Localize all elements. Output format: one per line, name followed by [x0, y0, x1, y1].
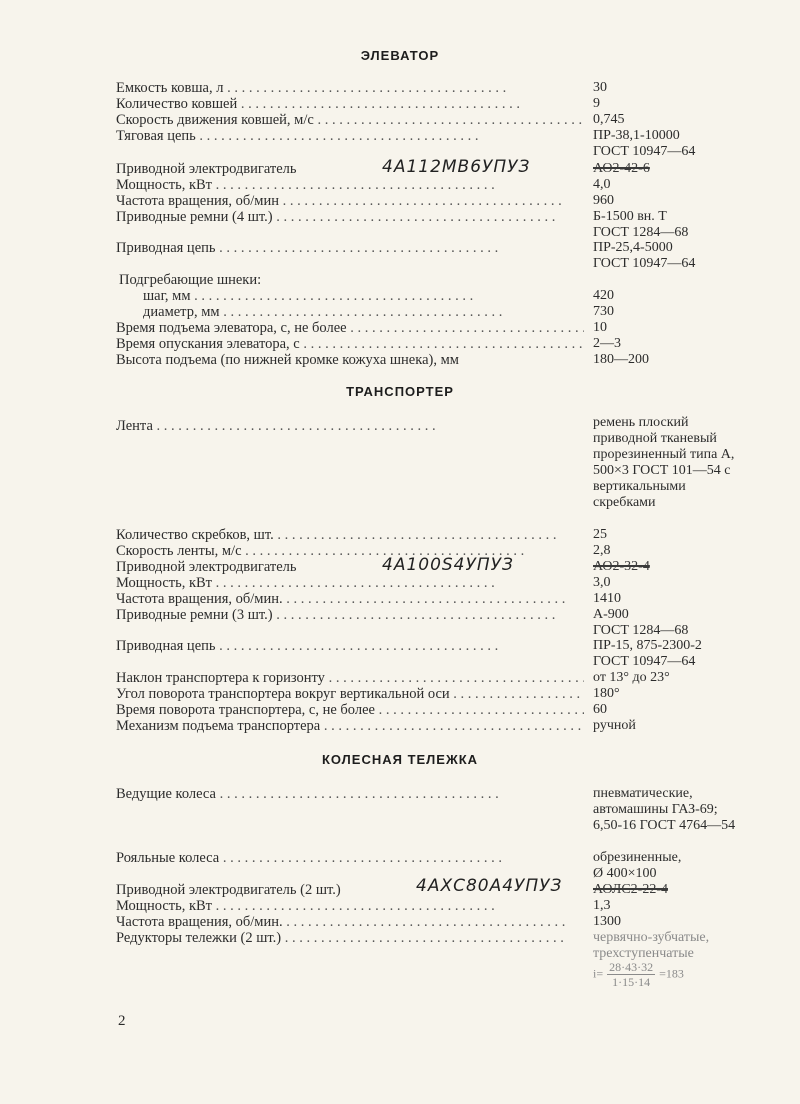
spec-row [0, 786, 800, 833]
spec-value: 960 [593, 193, 614, 208]
spec-label: Наклон транспортера к горизонту . . [116, 670, 584, 687]
spec-value: Б-1500 вн. Т [593, 209, 667, 224]
section-title-elevator: ЭЛЕВАТОР [360, 48, 440, 63]
handwritten-note: 4А112МВ6УПУЗ [382, 157, 531, 177]
spec-row [0, 240, 800, 257]
spec-label: Скорость движения ковшей, м/с . . [116, 112, 584, 129]
spec-row [0, 930, 800, 947]
spec-row [0, 607, 800, 624]
spec-label: диаметр, мм . . [143, 304, 584, 321]
spec-row [0, 702, 800, 719]
spec-label: шаг, мм . . [143, 288, 584, 305]
spec-label: Рояльные колеса . . [116, 850, 584, 867]
spec-value: 2,8 [593, 543, 611, 558]
spec-label: Частота вращения, об/мин. . . [116, 914, 584, 931]
spec-label: Ведущие колеса . . [116, 786, 584, 803]
handwritten-note: 4А100S4УПУЗ [382, 555, 514, 575]
spec-row [0, 850, 800, 867]
spec-label: Время подъема элеватора, с, не более . . [116, 320, 584, 337]
spec-row [0, 898, 800, 915]
spec-value: 30 [593, 80, 607, 95]
spec-row [0, 591, 800, 608]
section-title-wheel-cart: КОЛЕСНАЯ ТЕЛЕЖКА [321, 752, 479, 767]
spec-row [0, 256, 800, 273]
spec-label: Подгребающие шнеки: [119, 272, 262, 288]
spec-value: 1300 [593, 914, 621, 929]
spec-label: Частота вращения, об/мин. . . [116, 591, 584, 608]
spec-value: Ø 400×100 [593, 866, 657, 881]
spec-value: ГОСТ 10947—64 [593, 256, 696, 271]
spec-row [0, 128, 800, 145]
spec-label: Приводной электродвигатель [116, 559, 297, 575]
spec-value: ПР-25,4-5000 [593, 240, 673, 255]
spec-value: ремень плоский приводной тканевый прорезиненный типа А, 500×3 ГОСТ 101—54 с вертикальными скребками [593, 415, 735, 510]
spec-label: Частота вращения, об/мин . . [116, 193, 584, 210]
spec-label: Количество ковшей . . [116, 96, 584, 113]
ratio-result: =183 [659, 966, 684, 981]
spec-value: ГОСТ 1284—68 [593, 225, 689, 240]
spec-value: А-900 [593, 607, 629, 622]
spec-value: ГОСТ 10947—64 [593, 654, 696, 669]
spec-label: Высота подъема (по нижней кромке кожуха шнека), мм [116, 352, 459, 368]
spec-label: Приводная цепь . . [116, 638, 584, 655]
spec-value: 60 [593, 702, 607, 717]
spec-value: червячно-зубчатые, [593, 930, 710, 945]
spec-row [0, 876, 800, 899]
spec-row [0, 112, 800, 129]
spec-value: 180° [593, 686, 620, 701]
spec-value: 2—3 [593, 336, 621, 351]
spec-row [0, 209, 800, 226]
spec-row [0, 866, 800, 883]
spec-label: Мощность, кВт . . [116, 898, 584, 915]
spec-value: 4,0 [593, 177, 611, 192]
spec-label: Мощность, кВт . . [116, 575, 584, 592]
spec-row [0, 304, 800, 321]
spec-row [0, 193, 800, 210]
spec-value-struck: АО2-32-4 [593, 559, 650, 574]
spec-row [0, 177, 800, 194]
spec-value-struck: АО2-42-6 [593, 161, 650, 176]
spec-row [0, 80, 800, 97]
spec-value: 1410 [593, 591, 621, 606]
spec-value: ПР-38,1-10000 [593, 128, 680, 143]
ratio-symbol: i= [593, 966, 604, 981]
spec-value: 730 [593, 304, 614, 319]
ratio-numerator: 28·43·32 [609, 960, 654, 974]
spec-label: Угол поворота транспортера вокруг вертикальной оси . . [116, 686, 584, 703]
handwritten-note: 4АХС80А4УПУЗ [416, 876, 563, 896]
spec-row [0, 157, 800, 178]
spec-label: Время опускания элеватора, с . . [116, 336, 584, 353]
spec-value-struck: АОЛС2-22-4 [593, 882, 668, 897]
ratio-fraction [607, 960, 655, 989]
spec-label: Приводная цепь . . [116, 240, 584, 257]
spec-value: 420 [593, 288, 614, 303]
spec-row [0, 352, 800, 369]
spec-label: Время поворота транспортера, с, не более . . [116, 702, 584, 719]
spec-value: пневматические, автомашины ГАЗ-69; 6,50-16 ГОСТ 4764—54 [593, 786, 736, 833]
section-title-conveyor: ТРАНСПОРТЕР [346, 384, 454, 399]
spec-label: Приводные ремни (4 шт.) . . [116, 209, 584, 226]
spec-value: ПР-15, 875-2300-2 [593, 638, 702, 653]
spec-label: Редукторы тележки (2 шт.) . . [116, 930, 584, 947]
spec-value: обрезиненные, [593, 850, 682, 865]
spec-value: 180—200 [593, 352, 649, 367]
spec-value: ГОСТ 10947—64 [593, 144, 696, 159]
spec-row [0, 272, 800, 289]
spec-label: Лента . . [116, 418, 584, 435]
spec-value: от 13° до 23° [593, 670, 670, 685]
spec-value: 10 [593, 320, 607, 335]
spec-label: Скорость ленты, м/с . . [116, 543, 584, 560]
spec-row [0, 638, 800, 655]
spec-row [0, 686, 800, 703]
spec-label: Приводной электродвигатель [116, 161, 297, 177]
spec-value: ручной [593, 718, 636, 733]
spec-label: Приводной электродвигатель (2 шт.) [116, 882, 341, 898]
spec-row [0, 654, 800, 671]
spec-value: трехступенчатые [593, 946, 694, 961]
page-number: 2 [118, 1013, 126, 1029]
spec-value: 25 [593, 527, 607, 542]
spec-row [0, 718, 800, 735]
spec-row [0, 670, 800, 687]
spec-value: ГОСТ 1284—68 [593, 623, 689, 638]
spec-label: Емкость ковша, л . . [116, 80, 584, 97]
ratio-denominator: 1·15·14 [612, 975, 651, 989]
spec-value: 1,3 [593, 898, 611, 913]
spec-label: Приводные ремни (3 шт.) . . [116, 607, 584, 624]
spec-row [0, 914, 800, 931]
spec-row [0, 336, 800, 353]
spec-row [0, 527, 800, 544]
spec-row [0, 575, 800, 592]
spec-row [0, 555, 800, 576]
spec-label: Количество скребков, шт. . . [116, 527, 584, 544]
gear-ratio-formula [593, 960, 684, 989]
spec-value: 0,745 [593, 112, 625, 127]
spec-label: Механизм подъема транспортера . . [116, 718, 584, 735]
spec-row [0, 320, 800, 337]
spec-row [0, 96, 800, 113]
spec-label: Тяговая цепь . . [116, 128, 584, 145]
spec-row [0, 288, 800, 305]
spec-value: 9 [593, 96, 600, 111]
spec-row [0, 415, 800, 510]
spec-value: 3,0 [593, 575, 611, 590]
spec-label: Мощность, кВт . . [116, 177, 584, 194]
